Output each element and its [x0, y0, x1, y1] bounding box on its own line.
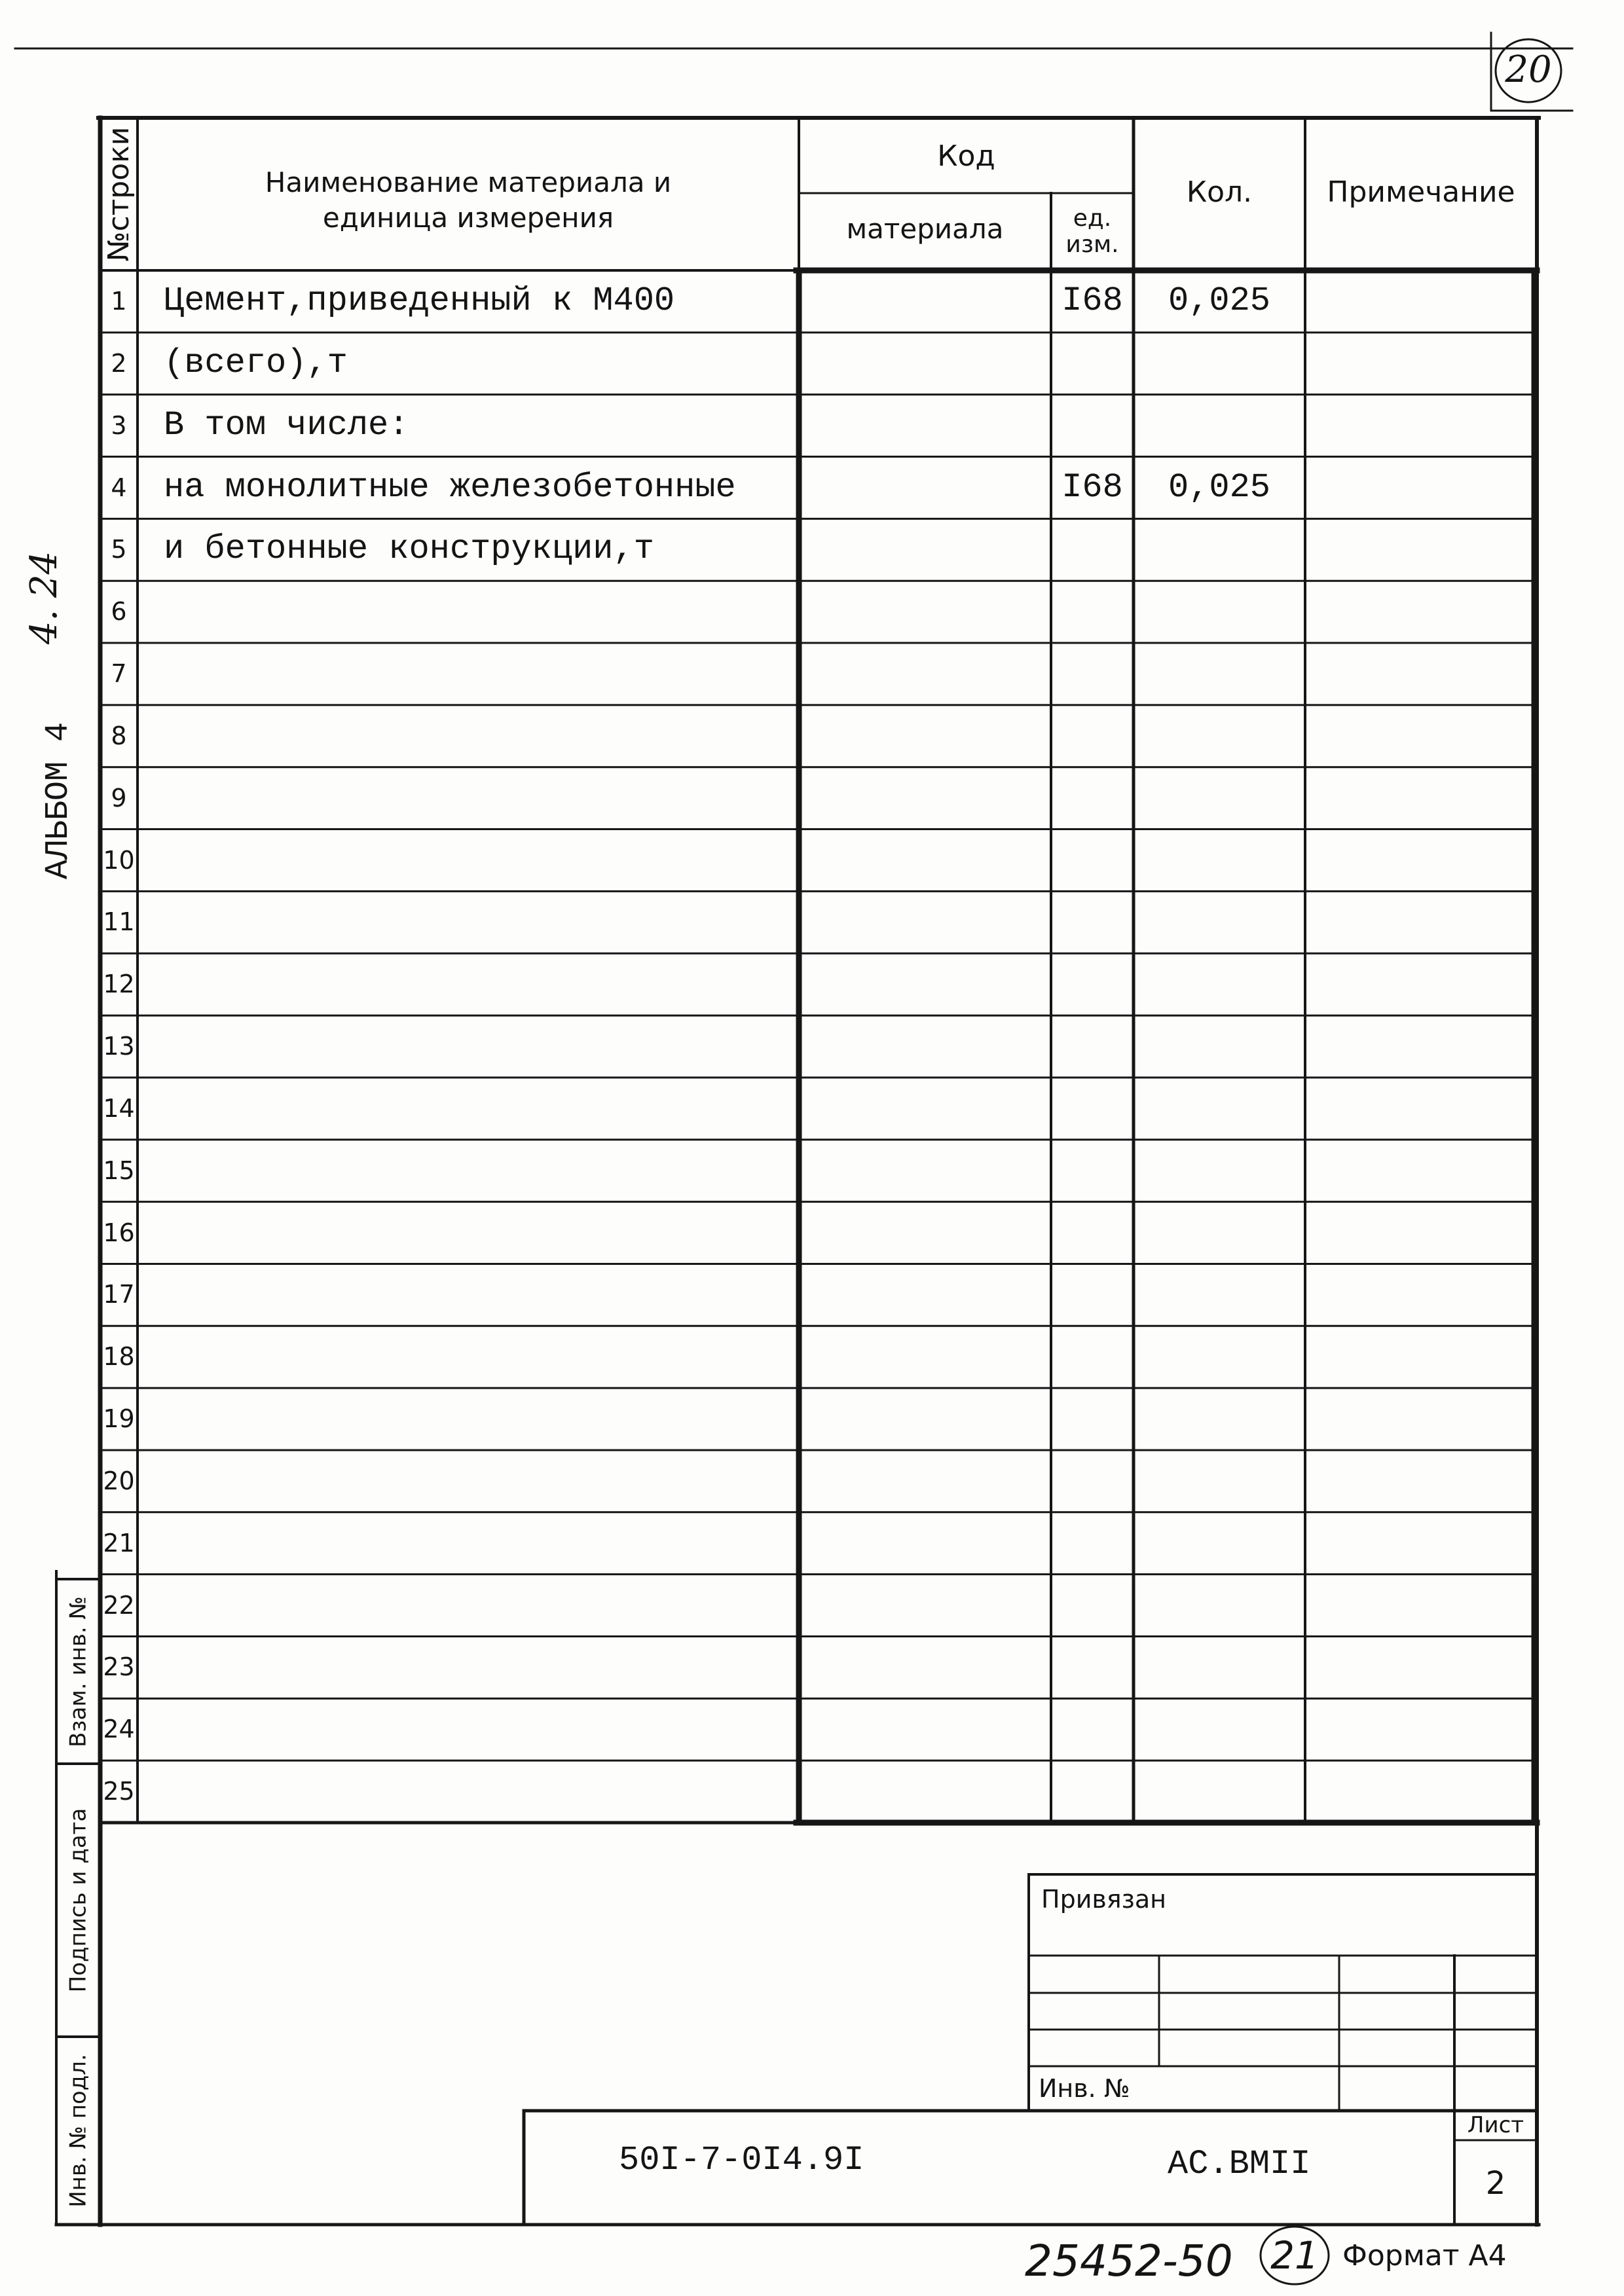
unit-code [1051, 581, 1134, 643]
note [1313, 1078, 1536, 1140]
code-group-header: Код [937, 139, 995, 173]
row-number: 23 [103, 1652, 135, 1682]
table-row [100, 1698, 1537, 1760]
quantity-header: Кол. [1186, 175, 1253, 209]
material-name [164, 953, 792, 1015]
stamp-replacement-inventory: Взам. инв. № [65, 1596, 92, 1747]
paper-format-label: Формат А4 [1342, 2239, 1507, 2272]
row-number: 14 [103, 1093, 135, 1123]
unit-code [1051, 1760, 1134, 1823]
material-name [164, 1636, 792, 1698]
material-name [164, 891, 792, 953]
note [1313, 457, 1536, 519]
table-row [100, 457, 1537, 519]
row-number: 7 [111, 659, 127, 689]
material-code [799, 1078, 1051, 1140]
note-header: Примечание [1327, 175, 1515, 209]
material-code [799, 333, 1051, 395]
unit-code [1051, 1015, 1134, 1078]
unit-code [1051, 1512, 1134, 1575]
sheet-code: АС.ВМII [1168, 2145, 1311, 2183]
album-label: АЛЬБОМ 4 [40, 721, 77, 880]
quantity [1134, 643, 1305, 705]
unit-code-header-line: изм. [1065, 231, 1119, 258]
row-number: 10 [103, 845, 135, 875]
quantity [1134, 581, 1305, 643]
material-name: Цемент,приведенный к М400 [164, 282, 675, 320]
row-number: 16 [103, 1218, 135, 1247]
unit-code [1051, 891, 1134, 953]
material-code [799, 1264, 1051, 1326]
material-name [164, 581, 792, 643]
material-name [164, 1326, 792, 1388]
material-name [164, 1388, 792, 1450]
quantity [1134, 1326, 1305, 1388]
material-name-header-line: Наименование материала и [265, 166, 672, 198]
unit-code [1051, 1264, 1134, 1326]
table-row [100, 643, 1537, 705]
note [1313, 1512, 1536, 1575]
note [1313, 643, 1536, 705]
unit-code [1051, 1388, 1134, 1450]
material-name [164, 705, 792, 767]
note [1313, 953, 1536, 1015]
material-code [799, 270, 1051, 333]
material-name: В том числе: [164, 405, 409, 445]
material-code [799, 519, 1051, 581]
quantity [1134, 953, 1305, 1015]
row-number: 25 [103, 1777, 135, 1806]
table-row [100, 1450, 1537, 1512]
material-code [799, 457, 1051, 519]
quantity [1134, 1575, 1305, 1637]
material-code [799, 1760, 1051, 1823]
material-code [799, 1698, 1051, 1760]
table-row [100, 891, 1537, 953]
sheet-number: 2 [1485, 2165, 1506, 2202]
table-row [100, 1264, 1537, 1326]
material-name [164, 1450, 792, 1512]
binding-inventory-label: Инв. № [1039, 2074, 1130, 2103]
quantity: 0,025 [1168, 467, 1271, 507]
quantity [1134, 333, 1305, 395]
stamp-original-inventory: Инв. № подл. [65, 2054, 92, 2208]
material-name [164, 1140, 792, 1202]
material-code [799, 1326, 1051, 1388]
quantity [1134, 705, 1305, 767]
row-number: 12 [103, 970, 135, 999]
quantity [1134, 1636, 1305, 1698]
row-number: 22 [103, 1590, 135, 1620]
material-code [799, 581, 1051, 643]
table-row [100, 581, 1537, 643]
row-number: 19 [103, 1404, 135, 1434]
table-row [100, 1388, 1537, 1450]
material-name: и бетонные конструкции,т [164, 530, 654, 569]
quantity [1134, 1698, 1305, 1760]
table-row [100, 1512, 1537, 1575]
note [1313, 1450, 1536, 1512]
note [1313, 767, 1536, 829]
table-row [100, 1202, 1537, 1264]
material-code [799, 829, 1051, 892]
note [1313, 1760, 1536, 1823]
material-name: (всего),т [164, 343, 348, 382]
quantity [1134, 395, 1305, 457]
table-row [100, 1326, 1537, 1388]
document-designation: 50I-7-0I4.9I [619, 2141, 864, 2179]
quantity [1134, 1512, 1305, 1575]
material-code [799, 643, 1051, 705]
unit-code: I68 [1061, 282, 1123, 320]
note [1313, 891, 1536, 953]
quantity [1134, 1202, 1305, 1264]
unit-code [1051, 1698, 1134, 1760]
row-number: 1 [111, 287, 127, 316]
note [1313, 1698, 1536, 1760]
sheet-label: Лист [1467, 2112, 1524, 2138]
table-row [100, 395, 1537, 457]
note [1313, 1636, 1536, 1698]
unit-code [1051, 767, 1134, 829]
material-code [799, 1388, 1051, 1450]
material-code [799, 1636, 1051, 1698]
note [1313, 270, 1536, 333]
quantity [1134, 1078, 1305, 1140]
unit-code: I68 [1061, 467, 1123, 507]
table-row [100, 1760, 1537, 1823]
table-row [100, 270, 1537, 333]
material-name-header-line: единица измерения [322, 202, 614, 234]
row-number: 21 [103, 1528, 135, 1558]
corner-sheet-number: 20 [1505, 48, 1552, 91]
row-number: 20 [103, 1466, 135, 1495]
unit-code [1051, 953, 1134, 1015]
row-number: 18 [103, 1342, 135, 1372]
quantity [1134, 891, 1305, 953]
circled-page-number: 21 [1270, 2233, 1319, 2278]
table-row [100, 1636, 1537, 1698]
stamp-signature-date: Подпись и дата [65, 1808, 92, 1993]
note [1313, 1575, 1536, 1637]
material-code [799, 767, 1051, 829]
note [1313, 395, 1536, 457]
table-row [100, 1078, 1537, 1140]
table-row [100, 829, 1537, 892]
material-name [164, 1760, 792, 1823]
material-code-header: материала [846, 213, 1004, 245]
row-number: 17 [103, 1280, 135, 1309]
material-name [164, 1698, 792, 1760]
material-code [799, 953, 1051, 1015]
material-code [799, 1140, 1051, 1202]
unit-code [1051, 1326, 1134, 1388]
handwritten-album-note: 4. 24 [23, 551, 65, 645]
table-row [100, 1140, 1537, 1202]
material-code [799, 1015, 1051, 1078]
unit-code [1051, 643, 1134, 705]
note [1313, 705, 1536, 767]
row-number: 24 [103, 1715, 135, 1744]
table-row [100, 519, 1537, 581]
material-name [164, 1512, 792, 1575]
row-number: 5 [111, 535, 127, 564]
note [1313, 1326, 1536, 1388]
row-number: 9 [111, 783, 127, 812]
note [1313, 581, 1536, 643]
row-number: 3 [111, 410, 127, 440]
unit-code-header [1051, 196, 1134, 267]
row-number: 11 [103, 907, 135, 937]
note [1313, 519, 1536, 581]
table-row [100, 1015, 1537, 1078]
quantity [1134, 1140, 1305, 1202]
note [1313, 1388, 1536, 1450]
unit-code [1051, 395, 1134, 457]
material-name-header [138, 165, 799, 236]
handwritten-archive-number: 25452-50 [1025, 2236, 1233, 2286]
row-number: 4 [111, 473, 127, 502]
unit-code [1051, 519, 1134, 581]
row-number: 6 [111, 597, 127, 627]
unit-code-header-line: ед. [1073, 205, 1112, 232]
quantity [1134, 1015, 1305, 1078]
note [1313, 333, 1536, 395]
material-name [164, 1202, 792, 1264]
material-name [164, 1575, 792, 1637]
material-name [164, 829, 792, 892]
material-code [799, 1450, 1051, 1512]
row-number: 15 [103, 1156, 135, 1185]
unit-code [1051, 1636, 1134, 1698]
row-number: 2 [111, 348, 127, 378]
table-row [100, 953, 1537, 1015]
row-number: 8 [111, 721, 127, 750]
table-row [100, 333, 1537, 395]
unit-code [1051, 1450, 1134, 1512]
quantity [1134, 767, 1305, 829]
quantity: 0,025 [1168, 282, 1271, 320]
material-name [164, 767, 792, 829]
material-code [799, 1575, 1051, 1637]
note [1313, 1140, 1536, 1202]
unit-code [1051, 705, 1134, 767]
material-code [799, 395, 1051, 457]
quantity [1134, 829, 1305, 892]
unit-code [1051, 333, 1134, 395]
table-row [100, 1575, 1537, 1637]
material-code [799, 891, 1051, 953]
unit-code [1051, 829, 1134, 892]
table-row [100, 705, 1537, 767]
note [1313, 1015, 1536, 1078]
material-code [799, 1202, 1051, 1264]
quantity [1134, 1388, 1305, 1450]
material-name [164, 643, 792, 705]
material-name [164, 1078, 792, 1140]
row-number-header: №строки [102, 126, 136, 262]
quantity [1134, 1760, 1305, 1823]
material-name [164, 1264, 792, 1326]
quantity [1134, 1264, 1305, 1326]
quantity [1134, 1450, 1305, 1512]
unit-code [1051, 1078, 1134, 1140]
unit-code [1051, 1202, 1134, 1264]
material-name [164, 1015, 792, 1078]
unit-code [1051, 1575, 1134, 1637]
unit-code [1051, 1140, 1134, 1202]
table-row [100, 767, 1537, 829]
material-code [799, 705, 1051, 767]
note [1313, 829, 1536, 892]
note [1313, 1264, 1536, 1326]
row-number: 13 [103, 1032, 135, 1061]
material-name: на монолитные железобетонные [164, 467, 736, 507]
material-code [799, 1512, 1051, 1575]
quantity [1134, 519, 1305, 581]
note [1313, 1202, 1536, 1264]
binding-label: Привязан [1041, 1885, 1166, 1914]
